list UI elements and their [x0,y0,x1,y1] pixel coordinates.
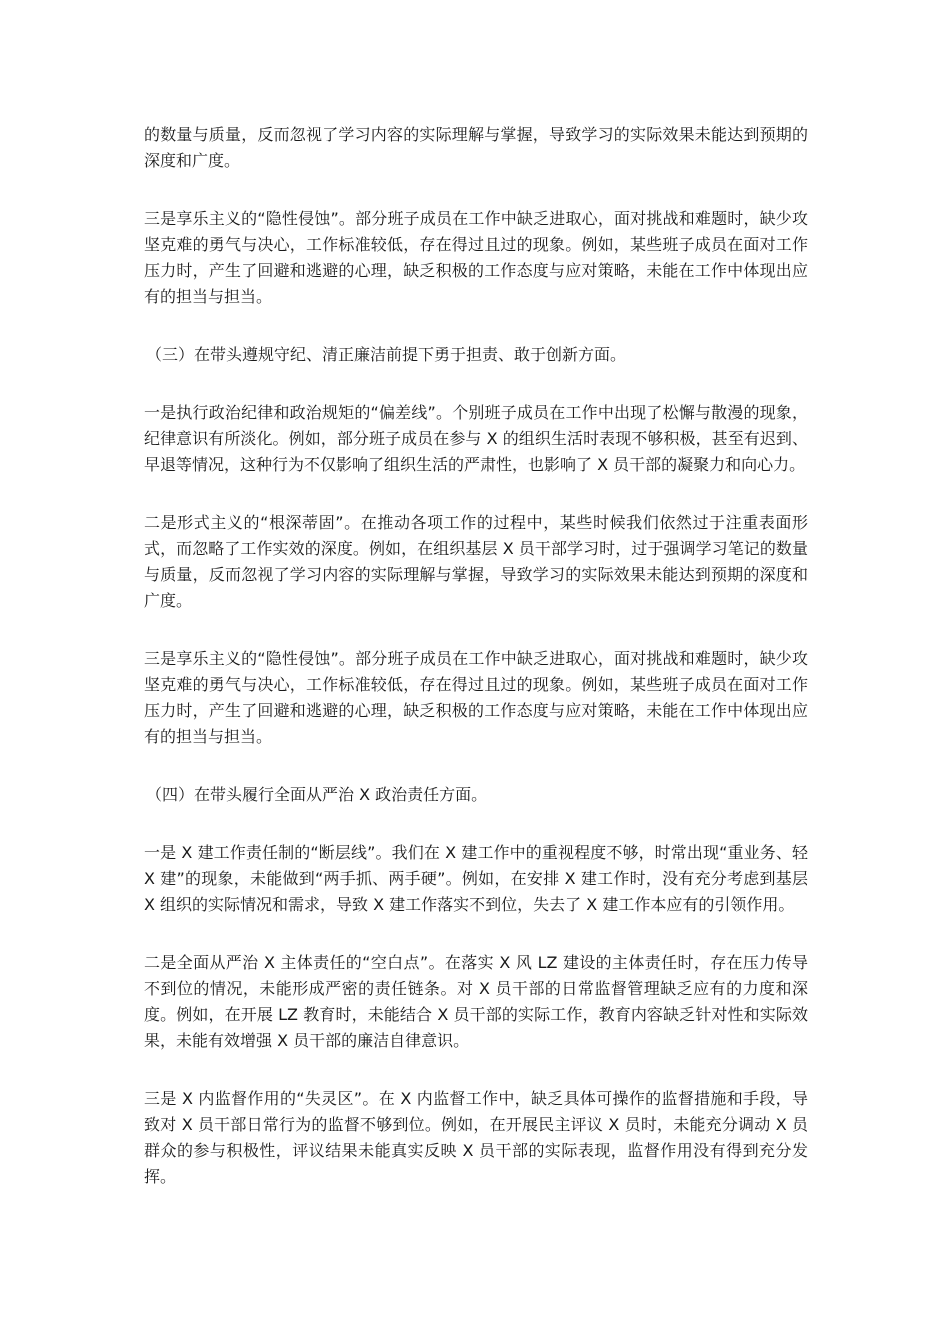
paragraph-continuation: 的数量与质量，反而忽视了学习内容的实际理解与掌握，导致学习的实际效果未能达到预期的深度和广度。 [144,125,808,170]
paragraph-main-duty: 二是全面从严治 X 主体责任的“空白点”。在落实 X 风 LZ 建设的主体责任时，存在压力传导不到位的情况，未能形成严密的责任链条。对 X 员干部的日常监督管理缺乏应有的力度和深度。例如，在开展 LZ 教育时，未能结合 X 员干部的实际工作，教育内容缺乏针对性和实际效果，未能有效增强 X 员干部的廉洁自律意识。 [144,953,808,1050]
paragraph-responsibility: 一是 X 建工作责任制的“断层线”。我们在 X 建工作中的重视程度不够，时常出现“重业务、轻 X 建”的现象，未能做到“两手抓、两手硬”。例如，在安排 X 建工作时，没有充分考虑到基层 X 组织的实际情况和需求，导致 X 建工作落实不到位，失去了 X 建工作本应有的引领作用。 [144,843,808,914]
section-heading-3: （三）在带头遵规守纪、清正廉洁前提下勇于担责、敢于创新方面。 [146,345,627,364]
paragraph-hedonism-1: 三是享乐主义的“隐性侵蚀”。部分班子成员在工作中缺乏进取心，面对挑战和难题时，缺少攻坚克难的勇气与决心，工作标准较低，存在得过且过的现象。例如，某些班子成员在面对工作压力时，产生了回避和逃避的心理，缺乏积极的工作态度与应对策略，未能在工作中体现出应有的担当与担当。 [144,209,808,306]
paragraph-discipline: 一是执行政治纪律和政治规矩的“偏差线”。个别班子成员在工作中出现了松懈与散漫的现象，纪律意识有所淡化。例如，部分班子成员在参与 X 的组织生活时表现不够积极，甚至有迟到、早退等情况，这种行为不仅影响了组织生活的严肃性，也影响了 X 员干部的凝聚力和向心力。 [144,403,808,474]
section-heading-4: （四）在带头履行全面从严治 X 政治责任方面。 [146,785,488,804]
paragraph-formalism: 二是形式主义的“根深蒂固”。在推动各项工作的过程中，某些时候我们依然过于注重表面形式，而忽略了工作实效的深度。例如，在组织基层 X 员干部学习时，过于强调学习笔记的数量与质量，反而忽视了学习内容的实际理解与掌握，导致学习的实际效果未能达到预期的深度和广度。 [144,513,808,610]
document-body [144,122,808,1222]
paragraph-hedonism-2: 三是享乐主义的“隐性侵蚀”。部分班子成员在工作中缺乏进取心，面对挑战和难题时，缺少攻坚克难的勇气与决心，工作标准较低，存在得过且过的现象。例如，某些班子成员在面对工作压力时，产生了回避和逃避的心理，缺乏积极的工作态度与应对策略，未能在工作中体现出应有的担当与担当。 [144,649,808,746]
paragraph-supervision: 三是 X 内监督作用的“失灵区”。在 X 内监督工作中，缺乏具体可操作的监督措施和手段，导致对 X 员干部日常行为的监督不够到位。例如，在开展民主评议 X 员时，未能充分调动 X 员群众的参与积极性，评议结果未能真实反映 X 员干部的实际表现，监督作用没有得到充分发挥。 [144,1089,808,1186]
